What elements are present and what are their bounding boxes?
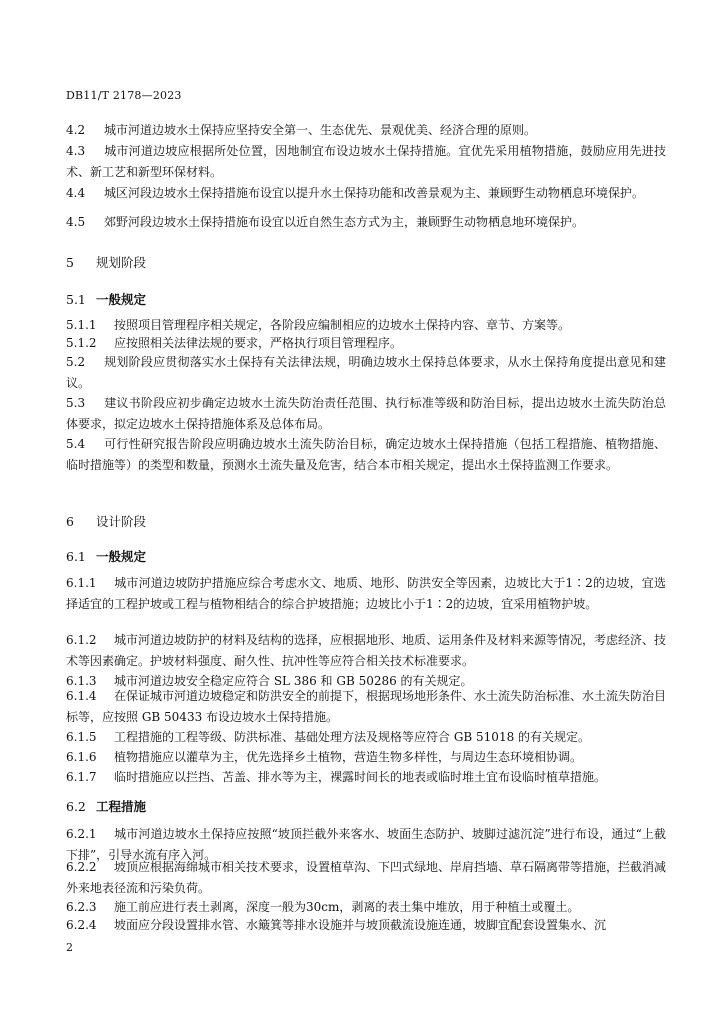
clause-4-3: [66, 141, 666, 183]
clause-text: 规划阶段应贯彻落实水土保持有关法律法规，明确边坡水土保持总体要求，从水土保持角度提出意见和建议。: [66, 355, 666, 390]
clause-number: 6.1.1: [66, 576, 97, 590]
clause-number: 6.1.7: [66, 770, 97, 784]
clause-text: 建议书阶段应初步确定边坡水土流失防治责任范围、执行标准等级和防治目标，提出边坡水土流失防治总体要求，拟定边坡水土保持措施体系及总体布局。: [66, 396, 666, 431]
clause-6-1-2: [66, 630, 666, 672]
clause-text: 郊野河段边坡水土保持措施布设宜以近自然生态方式为主，兼顾野生动物栖息地环境保护。: [104, 215, 585, 229]
subsection-heading-5-1: [66, 290, 146, 308]
subsection-number: 6.1: [66, 549, 86, 564]
clause-6-1-7: [66, 767, 666, 788]
subsection-title: 一般规定: [96, 549, 147, 564]
clause-text: 可行性研究报告阶段应明确边坡水土流失防治目标，确定边坡水土保持措施（包括工程措施、植物措施、临时措施等）的类型和数量，预测水土流失量及危害，结合本市相关规定，提出水土保持监测工作要求。: [66, 437, 666, 472]
clause-text: 城市河道边坡应根据所处位置，因地制宜布设边坡水土保持措施。宜优先采用植物措施，鼓励应用先进技术、新工艺和新型环保材料。: [66, 144, 666, 179]
clause-6-2-2: [66, 857, 666, 899]
clause-number: 4.4: [66, 186, 86, 200]
subsection-heading-6-2: [66, 797, 146, 815]
clause-6-1-4: [66, 686, 666, 728]
clause-text: 施工前应进行表土剥离，深度一般为30cm，剥离的表土集中堆放，用于种植土或覆土。: [114, 900, 580, 914]
standard-id-header: DB11/T 2178—2023: [66, 89, 182, 102]
clause-number: 4.2: [66, 123, 86, 137]
clause-number: 6.1.6: [66, 750, 97, 764]
clause-text: 植物措施应以灌草为主，优先选择乡土植物，营造生物多样性，与周边生态环境相协调。: [114, 750, 583, 764]
section-number: 5: [66, 255, 74, 270]
clause-number: 5.1.2: [66, 336, 97, 350]
clause-text: 城区河段边坡水土保持措施布设宜以提升水土保持功能和改善景观为主、兼顾野生动物栖息环境保护。: [104, 186, 645, 200]
subsection-title: 工程措施: [96, 799, 147, 814]
subsection-heading-6-1: [66, 547, 146, 565]
section-heading-6: [66, 512, 146, 530]
clause-text: 工程措施的工程等级、防洪标准、基础处理方法及规格等应符合 GB 51018 的有关规定。: [114, 730, 591, 744]
clause-text: 城市河道边坡安全稳定应符合 SL 386 和 GB 50286 的有关规定。: [114, 674, 473, 688]
clause-number: 6.2.3: [66, 900, 97, 914]
clause-text: 坡面应分段设置排水管、水簸箕等排水设施并与坡顶截流设施连通，坡脚宜配套设置集水、沉: [114, 918, 607, 932]
clause-text: 在保证城市河道边坡稳定和防洪安全的前提下，根据现场地形条件、水土流失防治标准、水土流失防治目标等，应按照 GB 50433 布设边坡水土保持措施。: [66, 689, 667, 724]
section-title: 设计阶段: [96, 514, 147, 529]
subsection-number: 6.2: [66, 799, 86, 814]
clause-number: 4.3: [66, 144, 86, 158]
clause-4-4: [66, 183, 666, 204]
clause-text: 坡顶应根据海绵城市相关技术要求，设置植草沟、下凹式绿地、岸肩挡墙、草石隔离带等措施，拦截消减外来地表径流和污染负荷。: [66, 860, 667, 895]
clause-5-2: [66, 352, 666, 394]
clause-number: 6.1.4: [66, 689, 97, 703]
clause-number: 6.1.5: [66, 730, 97, 744]
clause-number: 6.2.4: [66, 918, 97, 932]
clause-4-5: [66, 212, 666, 233]
section-title: 规划阶段: [96, 255, 147, 270]
page-number: 2: [66, 941, 73, 954]
clause-number: 5.3: [66, 396, 86, 410]
clause-number: 5.1.1: [66, 318, 97, 332]
clause-text: 应按照相关法律法规的要求，严格执行项目管理程序。: [114, 336, 403, 350]
clause-5-1-2: [66, 333, 666, 354]
clause-text: 城市河道边坡防护措施应综合考虑水文、地质、地形、防洪安全等因素，边坡比大于1∶2的边坡，宜选择适宜的工程护坡或工程与植物相结合的综合护坡措施；边坡比小于1∶2的边坡，宜采用植物护坡。: [66, 576, 666, 611]
clause-4-2: [66, 120, 666, 141]
subsection-number: 5.1: [66, 292, 86, 307]
clause-6-1-5: [66, 727, 666, 748]
clause-text: 临时措施应以拦挡、苫盖、排水等为主，裸露时间长的地表或临时堆土宜布设临时植草措施。: [114, 770, 607, 784]
clause-text: 城市河道边坡水土保持应坚持安全第一、生态优先、景观优美、经济合理的原则。: [104, 123, 537, 137]
clause-text: 城市河道边坡水土保持应按照“坡顶拦截外来客水、坡面生态防护、坡脚过滤沉淀”进行布设，通过“上截下排”，引导水流有序入河。: [66, 827, 666, 862]
clause-text: 城市河道边坡防护的材料及结构的选择，应根据地形、地质、运用条件及材料来源等情况，考虑经济、技术等因素确定。护坡材料强度、耐久性、抗冲性等应符合相关技术标准要求。: [66, 633, 667, 668]
clause-number: 6.1.3: [66, 674, 97, 688]
clause-6-1-6: [66, 747, 666, 768]
section-number: 6: [66, 514, 74, 529]
clause-number: 6.1.2: [66, 633, 97, 647]
clause-number: 4.5: [66, 215, 86, 229]
section-heading-5: [66, 253, 146, 271]
clause-text: 按照项目管理程序相关规定，各阶段应编制相应的边坡水土保持内容、章节、方案等。: [114, 318, 571, 332]
clause-number: 5.4: [66, 437, 86, 451]
subsection-title: 一般规定: [96, 292, 147, 307]
clause-number: 6.2.2: [66, 860, 97, 874]
clause-number: 5.2: [66, 355, 86, 369]
clause-6-1-1: [66, 573, 666, 615]
clause-6-2-4: [66, 915, 666, 936]
clause-5-4: [66, 434, 666, 476]
clause-number: 6.2.1: [66, 827, 97, 841]
clause-5-3: [66, 393, 666, 435]
